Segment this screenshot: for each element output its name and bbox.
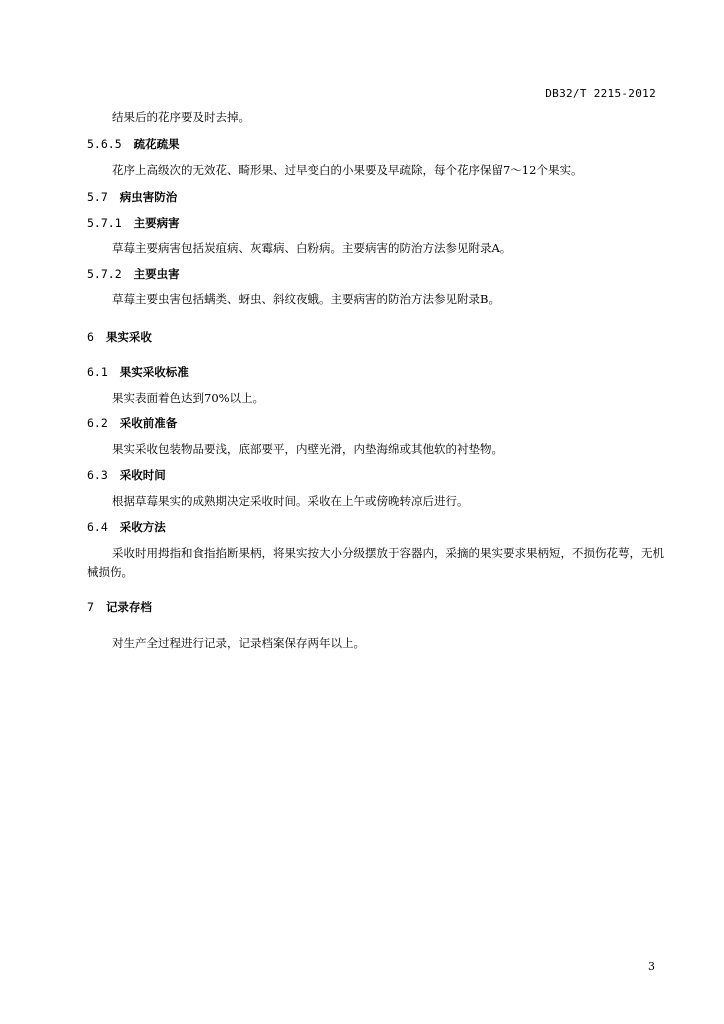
heading-title: 病虫害防治 (119, 190, 178, 204)
paragraph-5-7-2: 草莓主要虫害包括螨类、蚜虫、斜纹夜蛾。主要病害的防治方法参见附录B。 (112, 292, 500, 306)
heading-number: 6.4 (87, 520, 108, 534)
heading-number: 5.7.1 (87, 216, 122, 230)
heading-5-7-2 (87, 267, 180, 281)
paragraph-6-2: 果实采收包装物品要浅，底部要平，内壁光滑，内垫海绵或其他软的衬垫物。 (112, 442, 503, 456)
heading-6 (87, 330, 152, 344)
heading-6-4 (87, 520, 166, 534)
heading-number: 6.3 (87, 468, 108, 482)
heading-title: 采收时间 (119, 468, 166, 482)
heading-6-2 (87, 416, 177, 430)
heading-title: 采收方法 (119, 520, 166, 534)
page-number: 3 (648, 960, 655, 973)
heading-number: 6 (87, 330, 94, 344)
paragraph-6-3: 根据草莓果实的成熟期决定采收时间。采收在上午或傍晚转凉后进行。 (112, 494, 469, 508)
heading-5-6-5 (87, 137, 180, 151)
heading-title: 果实采收 (105, 330, 152, 344)
heading-number: 6.1 (87, 365, 108, 379)
paragraph-continuation: 结果后的花序要及时去掉。 (112, 110, 250, 124)
paragraph-5-7-1: 草莓主要病害包括炭疽病、灰霉病、白粉病。主要病害的防治方法参见附录A。 (112, 241, 512, 255)
heading-number: 7 (87, 600, 94, 614)
paragraph-6-1: 果实表面着色达到70%以上。 (112, 391, 265, 405)
heading-title: 采收前准备 (119, 416, 178, 430)
heading-title: 主要病害 (133, 216, 180, 230)
heading-5-7-1 (87, 216, 180, 230)
heading-7 (87, 600, 152, 614)
heading-number: 5.7 (87, 190, 108, 204)
paragraph-5-6-5: 花序上高级次的无效花、畸形果、过早变白的小果要及早疏除，每个花序保留7～12个果实。 (112, 163, 583, 177)
heading-title: 疏花疏果 (133, 137, 180, 151)
document-code: DB32/T 2215-2012 (545, 87, 656, 100)
heading-title: 记录存档 (105, 600, 152, 614)
heading-title: 主要虫害 (133, 267, 180, 281)
heading-number: 5.7.2 (87, 267, 122, 281)
heading-5-7 (87, 190, 177, 204)
heading-6-1 (87, 365, 189, 379)
heading-number: 5.6.5 (87, 137, 122, 151)
paragraph-6-4: 采收时用拇指和食指掐断果柄，将果实按大小分级摆放于容器内，采摘的果实要求果柄短，不损伤花萼，无机械损伤。 (87, 546, 664, 579)
heading-title: 果实采收标准 (119, 365, 189, 379)
heading-6-3 (87, 468, 166, 482)
paragraph-7: 对生产全过程进行记录，记录档案保存两年以上。 (112, 636, 365, 650)
heading-number: 6.2 (87, 416, 108, 430)
